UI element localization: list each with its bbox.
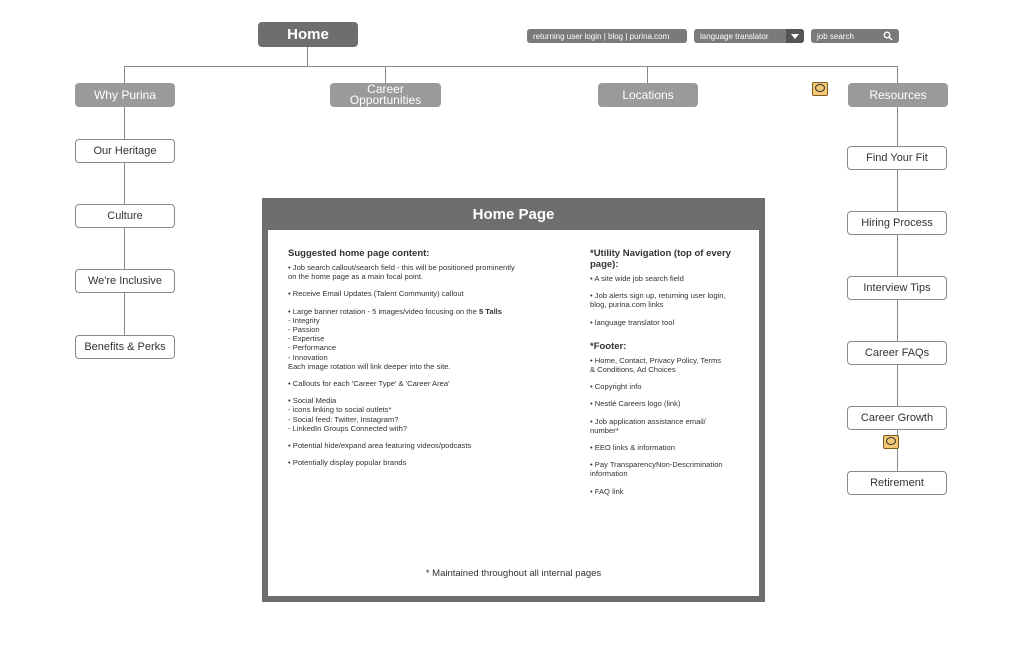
footer-item: • FAQ link [590,486,624,496]
nav-resources[interactable]: Resources [848,83,948,107]
utility-item: • A site wide job search field [590,274,684,283]
content-item: • Callouts for each 'Career Type' & 'Career Area' [288,379,450,389]
why-purina-item[interactable]: Culture [75,204,175,228]
content-item: • Large banner rotation - 5 images/video focusing on the 5 Talls - Integrity - Passion - Expertise - Performance - Innovation Each image rotation will link deeper into the site. [288,306,503,371]
why-purina-item[interactable]: Benefits & Perks [75,335,175,359]
chevron-down-icon[interactable] [786,29,804,43]
why-purina-item[interactable]: Our Heritage [75,139,175,163]
suggested-content-heading: Suggested home page content: [288,248,430,259]
utility-item: • Job alerts sign up, returning user login, blog, purina.com links [590,291,726,310]
content-item: • Receive Email Updates (Talent Community) callout [288,289,464,299]
utility-footer-column [590,248,750,504]
connector-locations [647,66,648,84]
search-icon[interactable] [883,31,893,41]
comment-icon[interactable] [812,82,828,96]
content-item: • Job search callout/search field - this will be positioned prominently on the home page as a main focal point. [288,263,515,282]
home-page-panel [262,198,765,602]
panel-content [268,230,759,596]
resources-item[interactable]: Hiring Process [847,211,947,235]
footer-item: • Copyright info [590,382,642,392]
comment-icon[interactable] [883,435,899,449]
resources-item[interactable]: Career FAQs [847,341,947,365]
nav-why-purina[interactable]: Why Purina [75,83,175,107]
utility-heading: *Utility Navigation (top of every page): [590,248,731,270]
content-item: • Social Media - icons linking to social outlets* - Social feed: Twitter, Instagram? - LinkedIn Groups Connected with? [288,396,408,433]
connector-why [124,66,125,84]
utility-nav-links[interactable]: returning user login | blog | purina.com [527,29,687,43]
nav-career-opportunities[interactable]: Career Opportunities [330,83,441,107]
content-item: • Potentially display popular brands [288,458,407,468]
connector-resources [897,66,898,84]
connector-horizontal [124,66,898,67]
footer-item: • Pay TransparencyNon-Descrimination information [590,460,723,479]
utility-item: • language translator tool [590,317,675,327]
home-node[interactable]: Home [258,22,358,47]
footer-item: • Home, Contact, Privacy Policy, Terms & Conditions, Ad Choices [590,355,722,375]
resources-item[interactable]: Career Growth [847,406,947,430]
language-translator-dropdown[interactable] [694,29,804,43]
footer-heading: *Footer: [590,340,627,352]
resources-item[interactable]: Interview Tips [847,276,947,300]
resources-item[interactable]: Retirement [847,471,947,495]
five-talls-emphasis: 5 Talls [478,306,503,316]
footnote: * Maintained throughout all internal pages [425,568,602,579]
panel-title: Home Page [472,205,555,223]
language-translator-label: language translator [700,31,769,41]
job-search-placeholder: job search [817,31,854,41]
footer-item: • Nestlé Careers logo (link) [590,399,681,409]
nav-locations[interactable]: Locations [598,83,698,107]
why-purina-item[interactable]: We're Inclusive [75,269,175,293]
connector-home-down [307,46,308,66]
footer-item: • Job application assistance email/ number* [590,416,706,435]
resources-item[interactable]: Find Your Fit [847,146,947,170]
footer-item: • EEO links & information [590,443,675,453]
job-search-field[interactable] [811,29,899,43]
content-item: • Potential hide/expand area featuring videos/podcasts [288,441,472,451]
suggested-content-column [288,248,568,475]
